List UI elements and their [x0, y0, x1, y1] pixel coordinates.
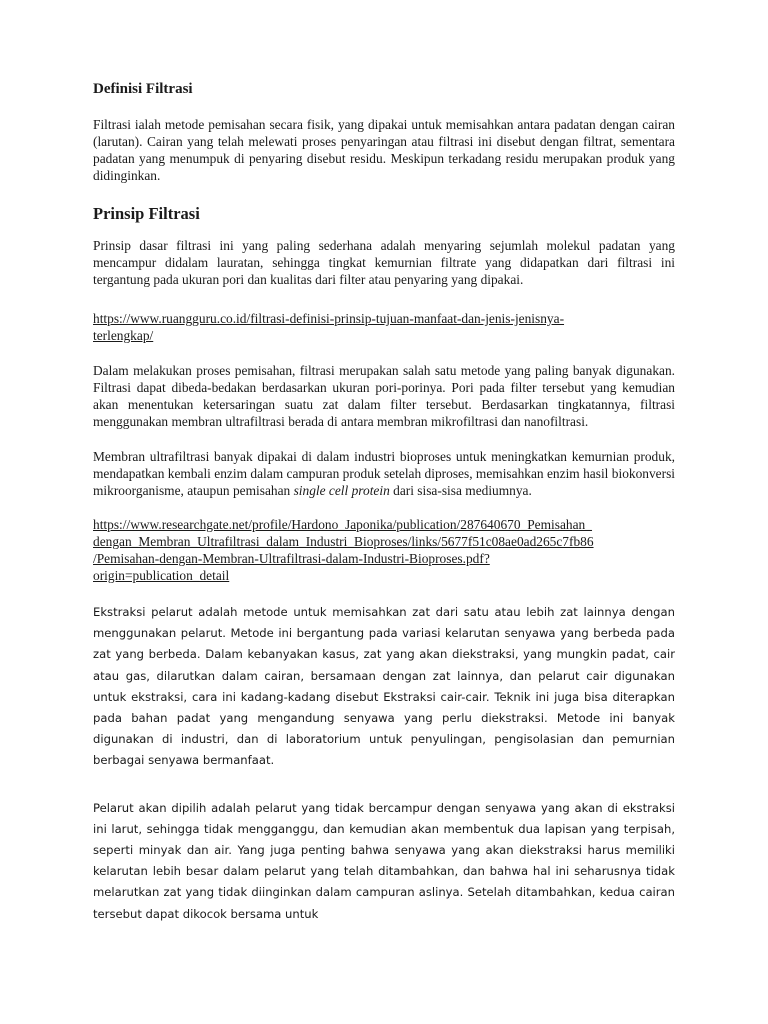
paragraph-definisi: Filtrasi ialah metode pemisahan secara fisik, yang dipakai untuk memisahkan antara padatan dengan cairan (larutan). Cairan yang telah melewati proses penyaringan atau filtrasi ini disebut dengan filtrat, sementara padatan yang menumpuk di penyaring disebut residu. Meskipun terkadang residu merupakan produk yang didinginkan.: [93, 117, 675, 183]
heading-definisi-filtrasi: Definisi Filtrasi: [93, 81, 193, 97]
paragraph-membran-ultrafiltrasi: [93, 448, 675, 499]
paragraph-pemisahan: Dalam melakukan proses pemisahan, filtrasi merupakan salah satu metode yang paling banyak digunakan. Filtrasi dapat dibeda-bedakan berdasarkan ukuran pori-porinya. Pori pada filter tersebut yang kemudian akan menentukan ketersaringan suatu zat dalam filter tersebut. Berdasarkan tingkatannya, filtrasi menggunakan membran ultrafiltrasi berada di antara membran mikrofiltrasi dan nanofiltrasi.: [93, 363, 675, 429]
document-page: [93, 80, 675, 925]
heading-prinsip-filtrasi: Prinsip Filtrasi: [93, 204, 200, 223]
membran-text-end: dari sisa-sisa mediumnya.: [389, 483, 532, 498]
link-researchgate[interactable]: [93, 516, 675, 584]
link-ruangguru-line-1[interactable]: https://www.ruangguru.co.id/filtrasi-definisi-prinsip-tujuan-manfaat-dan-jenis-jenisnya-: [93, 311, 565, 326]
membran-text-italic: single cell protein: [293, 483, 390, 498]
link-researchgate-line-3[interactable]: /Pemisahan-dengan-Membran-Ultrafiltrasi-dalam-Industri-Bioproses.pdf?: [93, 551, 490, 566]
link-researchgate-line-1[interactable]: https://www.researchgate.net/profile/Hardono_Japonika/publication/287640670_Pemisahan_: [93, 517, 592, 532]
link-ruangguru[interactable]: [93, 310, 675, 344]
paragraph-ekstraksi: Ekstraksi pelarut adalah metode untuk memisahkan zat dari satu atau lebih zat lainnya dengan menggunakan pelarut. Metode ini bergantung pada variasi kelarutan senyawa yang berbeda pada zat yang berbeda. Dalam kebanyakan kasus, zat yang akan diekstraksi, yang mungkin padat, cair atau gas, dilarutkan dalam cairan, bersamaan dengan zat lainnya, dan pelarut cair digunakan untuk ekstraksi, cara ini kadang-kadang disebut Ekstraksi cair-cair. Teknik ini juga bisa diterapkan pada bahan padat yang mengandung senyawa yang perlu diekstraksi. Metode ini banyak digunakan di industri, dan di laboratorium untuk penyulingan, pengisolasian dan pemurnian berbagai senyawa bermanfaat.: [93, 605, 675, 768]
membran-text-start: Membran ultrafiltrasi banyak dipakai di dalam industri bioproses untuk meningkatkan kemurnian produk, mendapatkan kembali enzim dalam campuran produk setelah diproses, memisahkan enzim hasil biokonversi mikroorganisme, ataupun pemisahan: [93, 449, 675, 498]
link-researchgate-line-2[interactable]: dengan_Membran_Ultrafiltrasi_dalam_Industri_Bioproses/links/5677f51c08ae0ad265c7fb86: [93, 534, 594, 549]
paragraph-pelarut: Pelarut akan dipilih adalah pelarut yang tidak bercampur dengan senyawa yang akan di ekstraksi ini larut, sehingga tidak mengganggu, dan kemudian akan membentuk dua lapisan yang terpisah, seperti minyak dan air. Yang juga penting bahwa senyawa yang akan diekstraksi harus memiliki kelarutan lebih besar dalam pelarut yang telah ditambahkan, dan bahwa hal ini seharusnya tidak melarutkan zat yang tidak diinginkan dalam campuran aslinya. Setelah ditambahkan, kedua cairan tersebut dapat dikocok bersama untuk: [93, 800, 675, 921]
link-researchgate-line-4[interactable]: origin=publication_detail: [93, 568, 230, 583]
link-ruangguru-line-2[interactable]: terlengkap/: [93, 328, 154, 343]
paragraph-prinsip: Prinsip dasar filtrasi ini yang paling sederhana adalah menyaring sejumlah molekul padatan yang mencampur didalam lauratan, sehingga tingkat kemurnian filtrate yang didapatkan dari filtrasi ini tergantung pada ukuran pori dan kualitas dari filter atau penyaring yang dipakai.: [93, 238, 675, 287]
